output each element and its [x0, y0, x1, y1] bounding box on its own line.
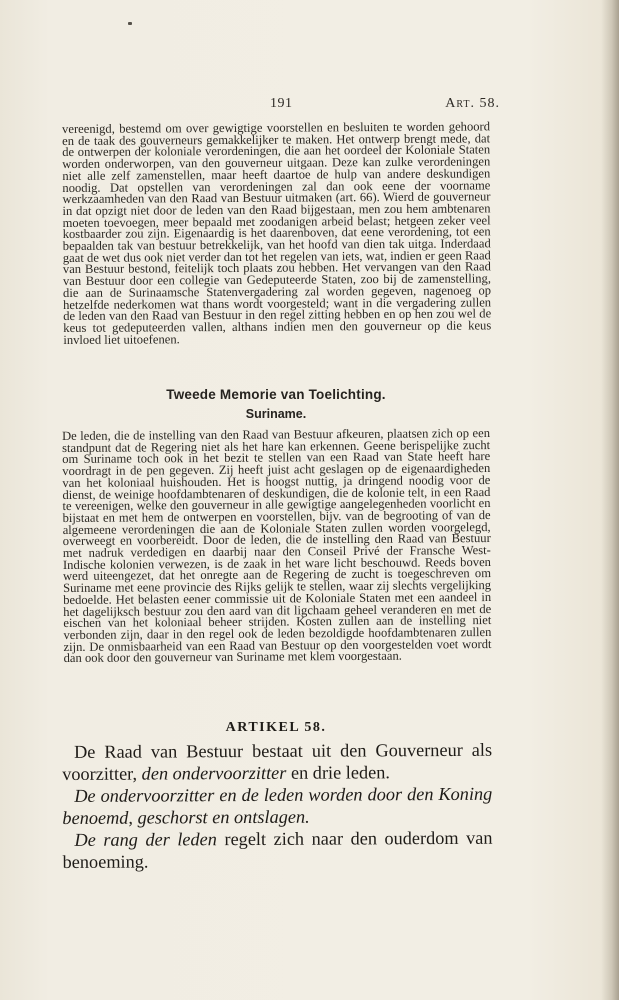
ink-speck [128, 22, 132, 25]
clause-1-italic: den ondervoorzitter [141, 762, 287, 784]
section-subheading: Suriname. [245, 407, 307, 421]
article-heading: ARTIKEL 58. [225, 720, 327, 735]
article-clause-2 [62, 783, 492, 829]
article-text [62, 739, 493, 873]
body-paragraph-1: vereenigd, bestemd om over gewigtige voorstellen en besluiten te worden gehoord en de taak des gouverneurs gemakkelijker te maken. Het ontwerp brengt mede, dat de ontwerpen der koloniale verordeningen, die aan het oordeel der Koloniale Staten worden onderworpen, van den gouverneur uitgaan. Deze kan zulke verordeningen niet alle zelf zamenstellen, maar heeft daartoe de hulp van andere deskundigen noodig. Dat opstellen van verordeningen zal dan ook eene der voorname werkzaamheden van den Raad van Bestuur uitmaken (art. 66). Wierd de gouverneur in dat opzigt niet door de leden van den Raad bijgestaan, men zou hem ambtenaren moeten toevoegen, meer bepaald met zoodanigen arbeid belast; hetgeen zeker veel kostbaarder zou zijn. Eigenaardig is het daarenboven, dat eene verordening, tot een bepaalden tak van bestuur betrekkelijk, van het hoofd van dien tak uitga. Inderdaad gaat de wet dus ook niet verder dan tot het regelen van iets, wat, indien er geen Raad van Bestuur bestond, feitelijk toch plaats zou hebben. Het vervangen van den Raad van Bestuur door een collegie van Gedeputeerde Staten, zoo bij de zamenstelling, die aan de Surinaamsche Statenvergadering zal worden gegeven, nagenoeg op hetzelfde nederkomen wat thans wordt voorgesteld; want in die vergadering zullen de leden van den Raad van Bestuur in den regel zitting hebben en op hen zou wel de keus tot gedeputeerden vallen, althans indien men den gouverneur op die keus invloed liet uitoefenen. [61, 119, 492, 347]
clause-3-italic: De rang der leden [74, 829, 217, 850]
page-number: 191 [270, 96, 293, 111]
clause-3-rest: regelt zich naar den ouderdom van benoeming. [62, 827, 493, 872]
clause-1-text: De Raad van Bestuur bestaat uit den Gouverneur als voorzitter, den ondervoorzitter en drie leden. [62, 739, 493, 784]
page-edge-shadow [601, 0, 619, 1000]
clause-2-text: De ondervoorzitter en de leden worden door den Koning benoemd, geschorst en ontslagen. [62, 783, 493, 828]
article-reference: Art. 58. [445, 96, 500, 111]
article-clause-3 [62, 827, 492, 873]
section-heading: Tweede Memorie van Toelichting. [166, 387, 386, 402]
body-paragraph-2: De leden, die de instelling van den Raad van Bestuur afkeuren, plaatsen zich op een standpunt dat de Regering niet als het hare kan erkennen. Geene berispelijke zucht om Suriname toch ook in het bezit te stellen van een Raad van State heeft hare voordragt in de pen gegeven. Zij heeft juist acht geslagen op de eigenaardigheden van het koloniaal huishouden. Het is hoogst nuttig, ja dringend noodig voor de dienst, de weinige hoofdambtenaren of deskundigen, die de kolonie telt, in een Raad te vereenigen, welke den gouverneur in alle gewigtige aangelegenheden voorlicht en bijstaat en met hem de ontwerpen en voorstellen, bijv. van de begrooting of van de algemeene verordeningen die aan de Koloniale Staten zullen worden voorgelegd, overweegt en voorbereidt. Door de leden, die de instelling den Raad van Bestuur met nadruk verdedigen en daarbij naar den Conseil Privé der Fransche West-Indische kolonien verwezen, is de zaak in het ware licht beschouwd. Reeds boven werd uiteengezet, dat het onregte aan de Regering de zucht is toegeschreven om Suriname met eene provincie des Rijks gelijk te stellen, waar zij slechts vergelijking bedoelde. Het belasten eener commissie uit de Koloniale Staten met een aandeel in het dagelijksch bestuur zou den aard van dit ligchaam geheel veranderen en met de eischen van het koloniaal beheer strijden. Kosten zullen aan de instelling niet verbonden zijn, daar in den regel ook de leden bezoldigde hoofdambtenaren zullen zijn. De onmisbaarheid van een Raad van Bestuur op den voorgestelden voet wordt dan ook door den gouverneur van Suriname met klem voorgestaan. [61, 426, 492, 666]
running-head [60, 96, 500, 114]
article-clause-1 [62, 739, 492, 785]
